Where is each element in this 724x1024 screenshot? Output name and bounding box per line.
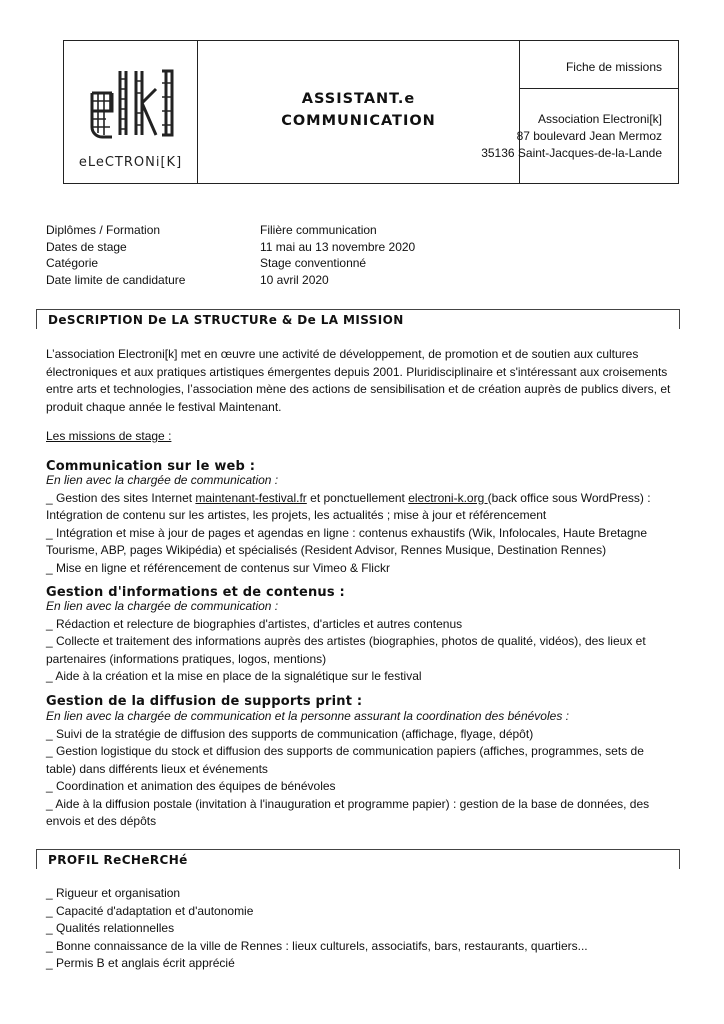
section-header-description <box>36 309 680 329</box>
web-line-text: et ponctuellement <box>306 490 409 505</box>
web-line-text: _ Gestion des sites Internet <box>46 490 196 505</box>
web-line: _ Intégration et mise à jour de pages et agendas en ligne : contenus exhaustifs (Wik, Infolocales, Haute Bretagne <box>46 525 648 540</box>
section-title: DeSCRIPTION De LA STRUCTURe & De LA MISSION <box>48 313 404 327</box>
intro-line: entre arts et technologies, l’association mène des actions de sensibilisation et de création auprès de publics divers, et <box>46 382 671 396</box>
info-value: 11 mai au 13 novembre 2020 <box>260 239 416 254</box>
intro-line: électroniques et aux pratiques artistiques émergentes depuis 2001. Pluridisciplinaire et s'intéressant aux croisements <box>46 364 668 379</box>
doc-type: Fiche de missions <box>565 60 662 74</box>
info-table <box>46 222 415 288</box>
web-line: _ Mise en ligne et référencement de contenus sur Vimeo & Flickr <box>46 560 390 575</box>
info-value: 10 avril 2020 <box>260 272 329 287</box>
org-address <box>481 111 662 162</box>
org-name: Association Electroni[k] <box>537 112 662 126</box>
subsection-title-web: Communication sur le web : <box>46 459 256 474</box>
org-street: 87 boulevard Jean Mermoz <box>516 129 662 143</box>
subsection-title-print: Gestion de la diffusion de supports print : <box>46 694 363 709</box>
address-cell <box>481 89 678 183</box>
profil-item: _ Bonne connaissance de la ville de Rennes : lieux culturels, associatifs, bars, restaurants, quartiers... <box>46 938 588 953</box>
print-block <box>46 708 686 831</box>
web-line-text: (back office sous WordPress) : <box>487 490 651 505</box>
missions-label: Les missions de stage : <box>46 429 172 443</box>
profil-list <box>46 885 686 973</box>
maintenant-festival-link[interactable]: maintenant-festival.fr <box>195 490 307 505</box>
infos-line: _ Aide à la création et la mise en place de la signalétique sur le festival <box>46 669 422 683</box>
print-line: _ Coordination et animation des équipes de bénévoles <box>46 779 336 793</box>
title-cell <box>198 41 520 183</box>
section-header-profil <box>36 849 680 869</box>
print-subtitle: En lien avec la chargée de communication et la personne assurant la coordination des bénévoles : <box>46 709 569 723</box>
info-row <box>46 239 415 256</box>
print-line: _ Gestion logistique du stock et diffusion des supports de communication papiers (affiches, programmes, sets de <box>46 744 644 758</box>
print-line: envois et des dépôts <box>46 814 157 828</box>
infos-line: _ Rédaction et relecture de biographies d'artistes, d'articles et autres contenus <box>46 616 463 631</box>
info-value: Stage conventionné <box>260 256 367 270</box>
intro-line: produit chaque année le festival Maintenant. <box>46 399 282 414</box>
section-title: PROFIL ReCHeRCHé <box>48 853 188 867</box>
intro-paragraph <box>46 346 686 416</box>
web-line: Intégration de contenu sur les artistes, les projets, les actualités ; mise à jour et référencement <box>46 508 547 522</box>
info-row <box>46 222 415 239</box>
profil-item: _ Rigueur et organisation <box>46 886 181 900</box>
header-table <box>63 40 679 184</box>
info-row <box>46 255 415 272</box>
info-label: Catégorie <box>46 256 99 270</box>
logo-cell <box>64 41 198 183</box>
web-block <box>46 472 686 577</box>
doc-type-cell <box>520 41 678 89</box>
intro-line: L’association Electroni[k] met en œuvre une activité de développement, de promotion et de soutien aux cultures <box>46 347 639 361</box>
logo-wordmark: eLeCTRONi[K] <box>78 155 183 170</box>
print-line: _ Aide à la diffusion postale (invitation à l'inauguration et programme papier) : gestion de la base de données, des <box>46 796 650 811</box>
info-row <box>46 272 415 289</box>
infos-block <box>46 598 686 686</box>
web-line <box>46 490 686 508</box>
job-title-line2: COMMUNICATION <box>281 113 436 129</box>
electronik-logo <box>90 67 176 149</box>
org-city: 35136 Saint-Jacques-de-la-Lande <box>481 146 662 160</box>
job-title-line1: ASSISTANT.e <box>301 91 416 107</box>
profil-item: _ Permis B et anglais écrit apprécié <box>46 956 235 970</box>
info-label: Diplômes / Formation <box>46 223 161 237</box>
info-value: Filière communication <box>260 223 377 237</box>
profil-item: _ Capacité d'adaptation et d'autonomie <box>46 903 254 918</box>
infos-line: _ Collecte et traitement des informations auprès des artistes (biographies, photos de qualité, vidéos), des lieux et <box>46 634 646 648</box>
web-line: Tourisme, ABP, pages Wikipédia) et spécialisés (Resident Advisor, Rennes Musique, Destination Rennes) <box>46 543 607 557</box>
job-title <box>198 88 519 132</box>
print-line: _ Suivi de la stratégie de diffusion des supports de communication (affichage, flyage, dépôt) <box>46 726 534 741</box>
profil-item: _ Qualités relationnelles <box>46 921 175 935</box>
print-line: table) dans différents lieux et événements <box>46 761 268 776</box>
subsection-title-infos: Gestion d'informations et de contenus : <box>46 585 345 600</box>
info-label: Date limite de candidature <box>46 272 186 287</box>
web-subtitle: En lien avec la chargée de communication : <box>46 473 279 487</box>
infos-subtitle: En lien avec la chargée de communication : <box>46 599 279 613</box>
info-label: Dates de stage <box>46 239 127 254</box>
electroni-k-link[interactable]: electroni-k.org <box>408 490 488 505</box>
infos-line: partenaires (informations pratiques, logos, mentions) <box>46 651 327 666</box>
